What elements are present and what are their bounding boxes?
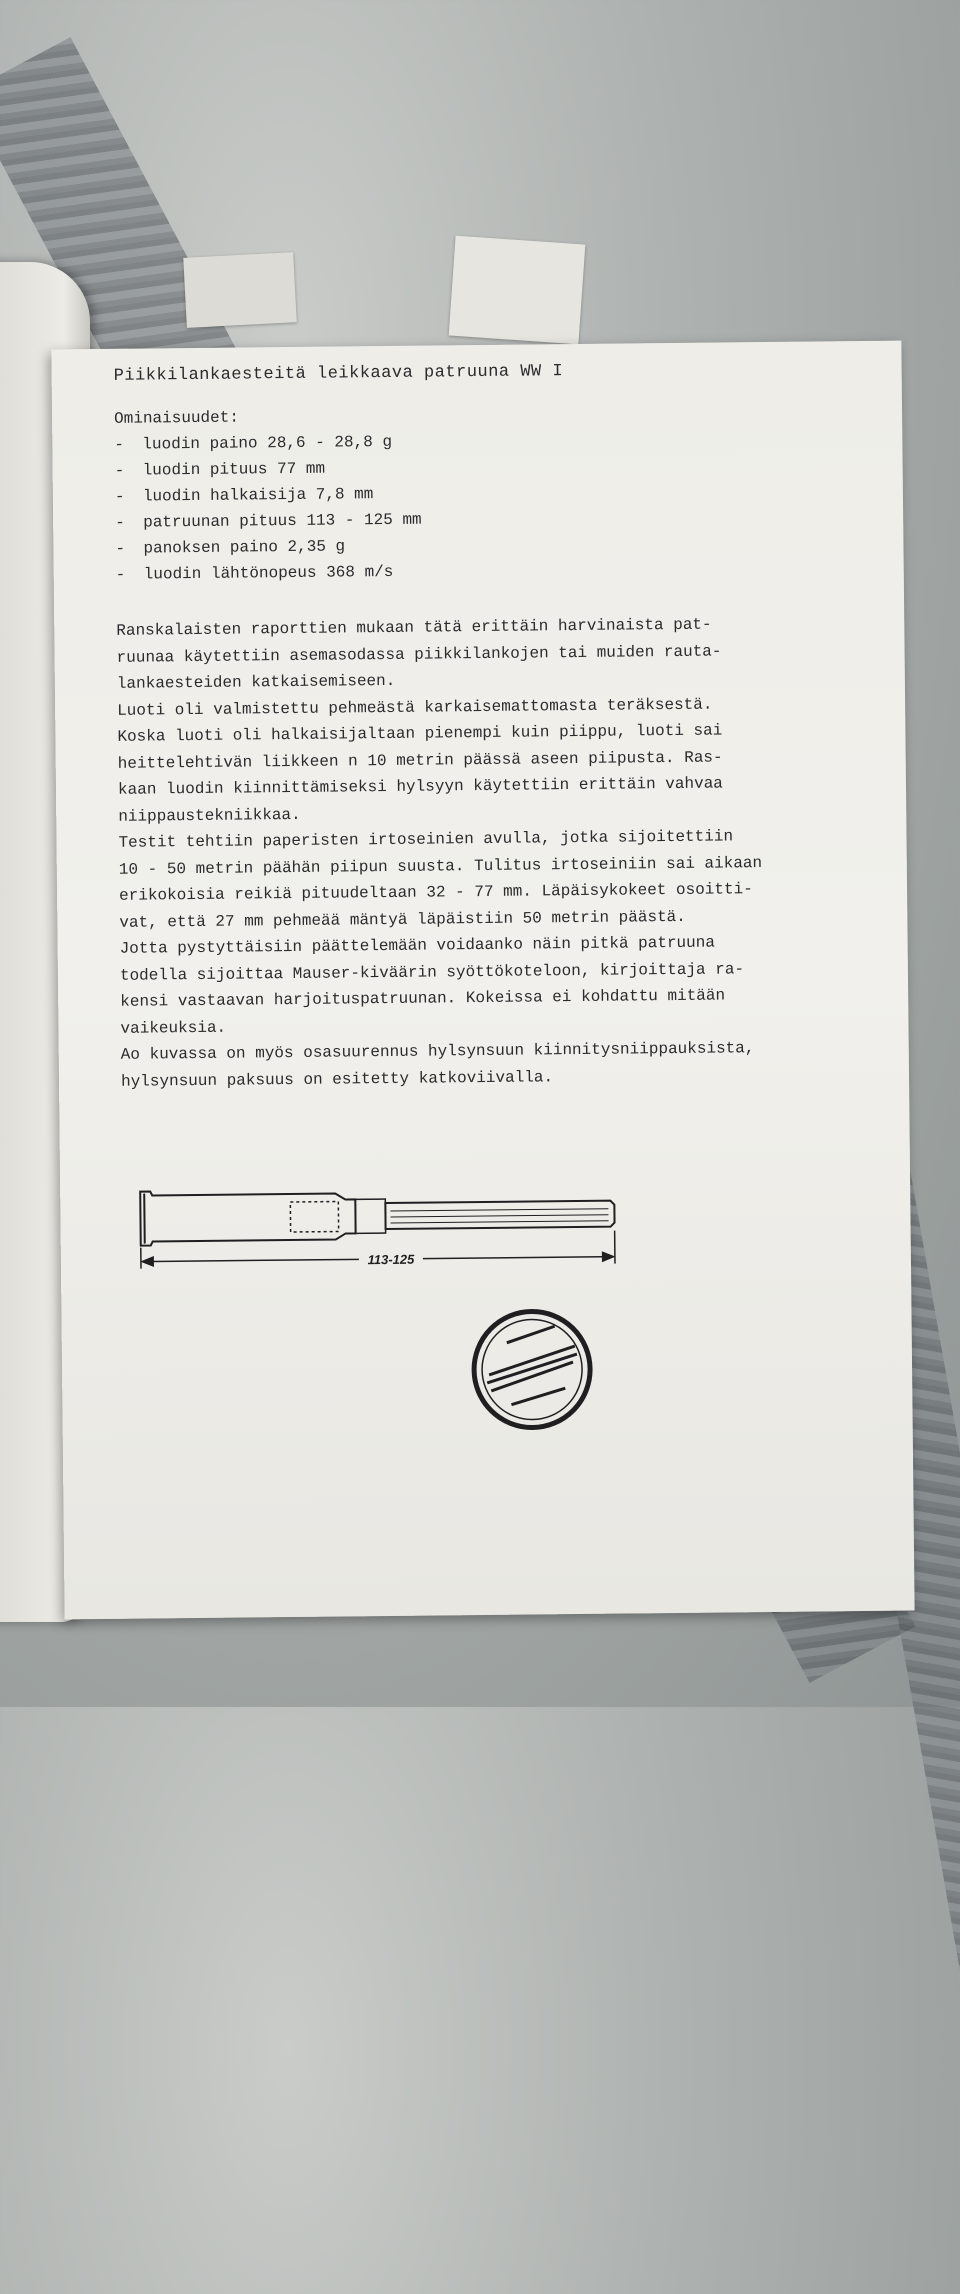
book-page [51, 341, 914, 1620]
cartridge-case [140, 1189, 356, 1245]
bullet-dash: - [116, 562, 144, 588]
paper-tab-right [449, 236, 586, 345]
property-text: panoksen paino 2,35 g [143, 537, 345, 557]
paragraph-intro: Ranskalaisten raporttien mukaan tätä erittäin harvinaista pat- ruunaa käytettiin asemasodassa piikkilankojen tai muiden rauta- lankaesteiden katkaisemiseen. [116, 610, 877, 697]
page-title: Piikkilankaesteitä leikkaava patruuna WW I [114, 359, 874, 386]
bullet-dash: - [115, 458, 143, 484]
paragraph-figure-note: Ao kuvassa on myös osasuurennus hylsynsuun kiinnitysniippauksista, hylsynsuun paksuus on esitetty katkoviivalla. [121, 1034, 882, 1095]
magnified-detail-circle [466, 1304, 597, 1435]
paragraph-mauser: Jotta pystyttäisiin päättelemään voidaanko näin pitkä patruuna todella sijoittaa Mauser-kiväärin syöttökoteloon, kirjoittaja ra- kensi vastaavan harjoituspatruunan. Kokeissa ei kohdattu mitään vaikeuksia. [120, 928, 881, 1042]
property-text: luodin paino 28,6 - 28,8 g [142, 433, 392, 454]
dimension-line [143, 1259, 359, 1261]
bullet-dash: - [115, 484, 143, 510]
properties-list [114, 424, 876, 588]
bullet-dash: - [115, 536, 143, 562]
bullet-dash: - [115, 510, 143, 536]
page-text [113, 351, 881, 1095]
cartridge-drawing [130, 1178, 631, 1273]
property-text: luodin lähtönopeus 368 m/s [144, 563, 394, 584]
paragraph-tests: Testit tehtiin paperisten irtoseinien avulla, jotka sijoitettiin 10 - 50 metrin päähän piipun suusta. Tulitus irtoseiniin sai aikaan erikokoisia reikiä pituudeltaan 32 - 77 mm. Läpäisykokeet osoitti- vat, että 27 mm pehmeää mäntyä läpäistiin 50 metrin päästä. [118, 822, 879, 936]
paper-tab-left [183, 252, 297, 328]
property-text: patruunan pituus 113 - 125 mm [143, 511, 422, 532]
case-dashed-insert [290, 1202, 338, 1233]
paragraph-bullet-material: Luoti oli valmistettu pehmeästä karkaisemattomasta teräksestä. Koska luoti oli halkaisijaltaan pienempi kuin piippu, luoti sai heittelehtivän liikkeen n 10 metrin päässä aseen piipusta. Ras- kaan luodin kiinnittämiseksi hylsyyn käytettiin erittäin vahvaa niippaustekniikkaa. [117, 689, 878, 829]
property-text: luodin pituus 77 mm [143, 460, 326, 480]
properties-label: Ominaisuudet: [114, 402, 874, 428]
dimension-label: 113-125 [367, 1252, 415, 1267]
bullet-dash: - [114, 432, 142, 458]
neck-rivets [355, 1199, 385, 1233]
property-text: luodin halkaisija 7,8 mm [143, 485, 374, 505]
